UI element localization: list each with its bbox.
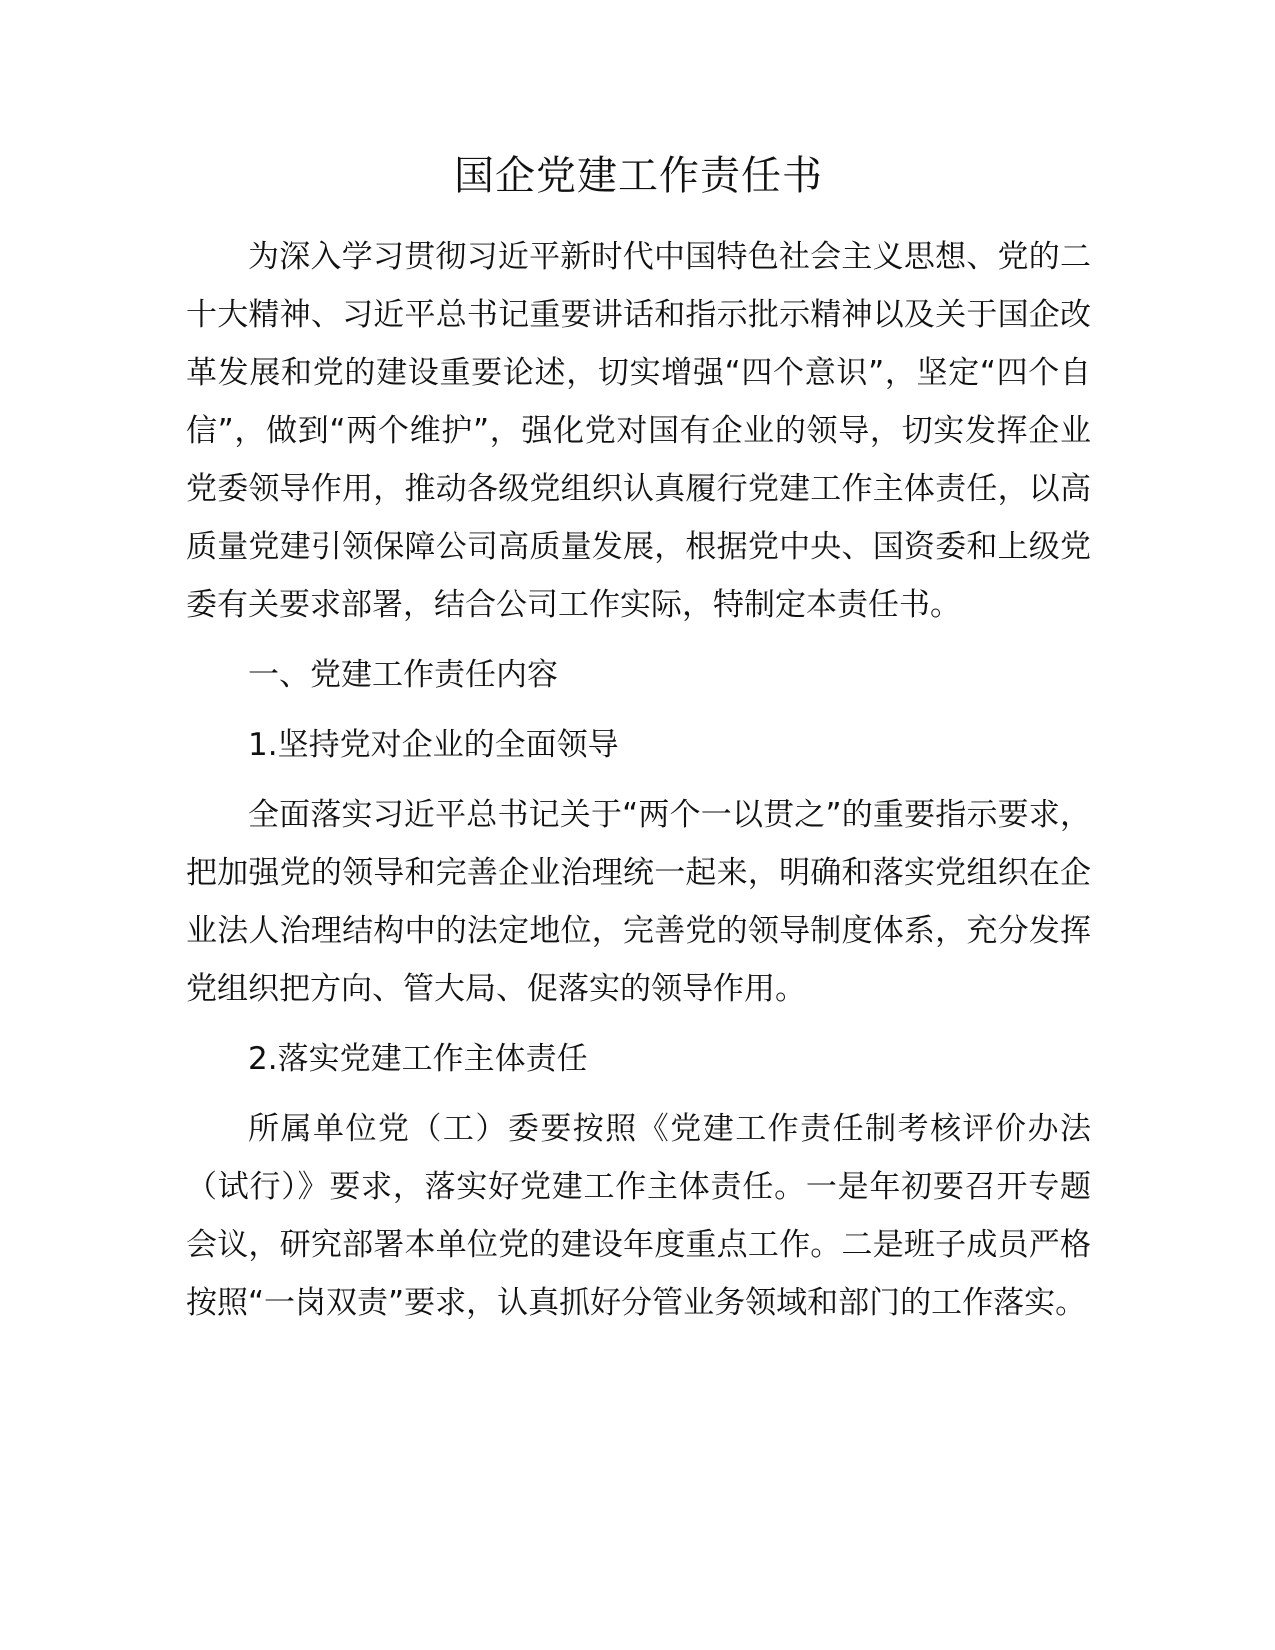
paragraph-party-leadership: 全面落实习近平总书记关于“两个一以贯之”的重要指示要求，把加强党的领导和完善企业治理统一起来，明确和落实党组织在企业法人治理结构中的法定地位，完善党的领导制度体系，充分发挥党组织把方向、管大局、促落实的领导作用。 (186, 797, 1091, 1007)
document-page (186, 0, 1091, 1650)
section-heading-responsibilities: 一、党建工作责任内容 (248, 657, 558, 693)
subheading-party-leadership: 1.坚持党对企业的全面领导 (248, 727, 619, 763)
intro-paragraph: 为深入学习贯彻习近平新时代中国特色社会主义思想、党的二十大精神、习近平总书记重要讲话和指示批示精神以及关于国企改革发展和党的建设重要论述，切实增强“四个意识”，坚定“四个自信”，做到“两个维护”，强化党对国有企业的领导，切实发挥企业党委领导作用，推动各级党组织认真履行党建工作主体责任，以高质量党建引领保障公司高质量发展，根据党中央、国资委和上级党委有关要求部署，结合公司工作实际，特制定本责任书。 (186, 239, 1091, 623)
document-title: 国企党建工作责任书 (454, 153, 823, 199)
paragraph-main-responsibility: 所属单位党（工）委要按照《党建工作责任制考核评价办法（试行）》要求，落实好党建工作主体责任。一是年初要召开专题会议，研究部署本单位党的建设年度重点工作。二是班子成员严格按照“一岗双责”要求，认真抓好分管业务领域和部门的工作落实。 (186, 1111, 1091, 1321)
document-body (186, 228, 1091, 1332)
subheading-main-responsibility: 2.落实党建工作主体责任 (248, 1041, 588, 1077)
